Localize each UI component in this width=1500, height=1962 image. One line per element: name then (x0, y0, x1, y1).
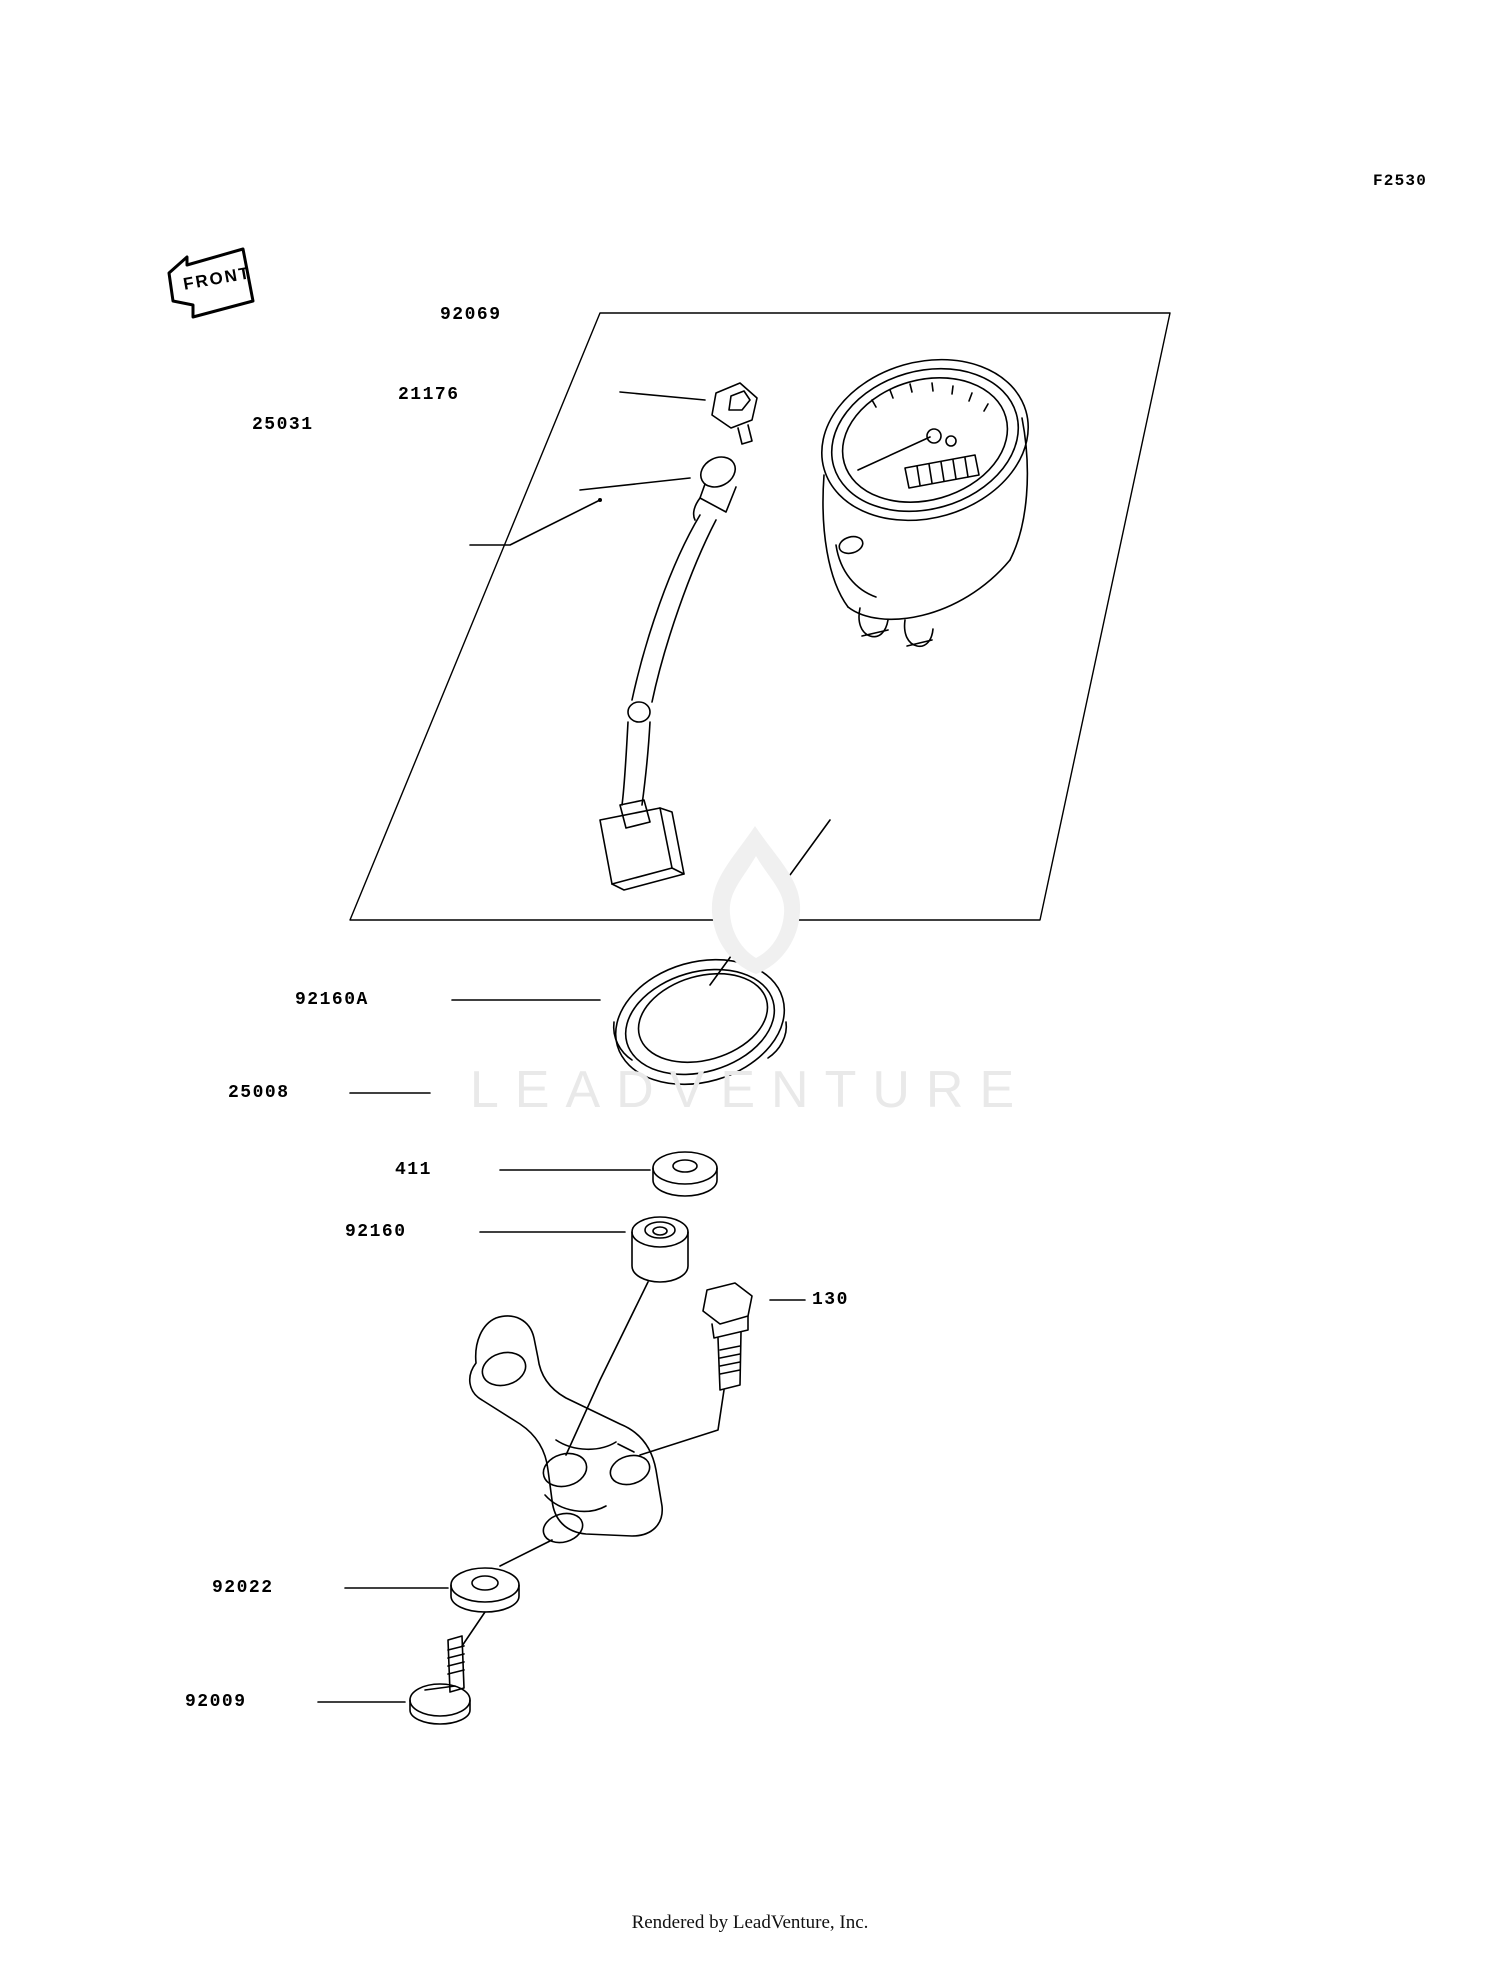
part-callout-21176[interactable]: 21176 (398, 385, 460, 405)
part-callout-92022[interactable]: 92022 (212, 1578, 274, 1598)
footer-credit: Rendered by LeadVenture, Inc. (631, 1912, 869, 1933)
part-callout-25008[interactable]: 25008 (228, 1083, 290, 1103)
front-label: FRONT (181, 263, 253, 294)
part-callout-92160[interactable]: 92160 (345, 1222, 407, 1242)
part-callout-92160A[interactable]: 92160A (295, 990, 369, 1010)
part-callout-411[interactable]: 411 (395, 1160, 432, 1180)
part-callout-25031[interactable]: 25031 (252, 415, 314, 435)
diagram-code: F2530 (1372, 172, 1427, 190)
part-callout-92069[interactable]: 92069 (440, 305, 502, 325)
watermark-text: LEADVENTURE (469, 1061, 1031, 1119)
leader-21176 (580, 478, 690, 490)
leader-92069 (620, 392, 705, 400)
part-callout-130[interactable]: 130 (812, 1290, 849, 1310)
part-callout-92009[interactable]: 92009 (185, 1692, 247, 1712)
